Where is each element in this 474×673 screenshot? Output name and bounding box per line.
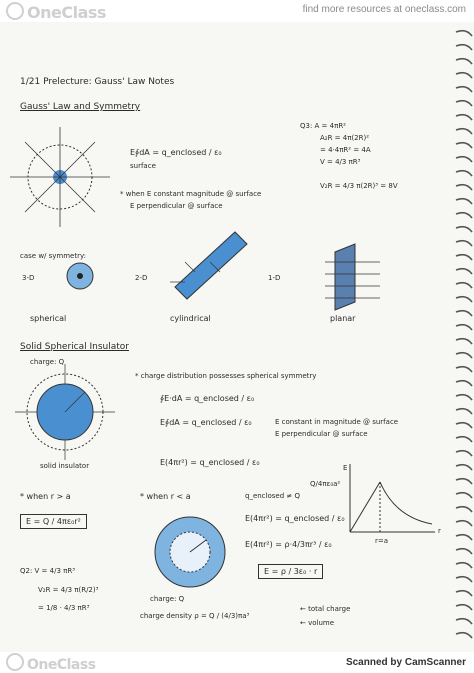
graph-e-label: E: [343, 464, 348, 472]
when-outside: * when r > a: [20, 492, 71, 501]
total-charge-note: ← total charge: [300, 605, 351, 613]
footer-bar: [0, 652, 474, 673]
charge-inside-label: charge: Q: [150, 595, 185, 603]
charge-density-eq: charge density ρ = Q / (4/3)πa³: [140, 612, 250, 620]
when-inside: * when r < a: [140, 492, 191, 501]
inside-sphere-diagram: [140, 507, 240, 597]
label-cylindrical: cylindrical: [170, 314, 211, 323]
q2-volume-result: = 1/8 · 4/3 πR³: [38, 604, 90, 612]
spiral-binding: [452, 22, 474, 652]
graph-a-label: r=a: [375, 537, 389, 545]
surface-label: surface: [130, 162, 156, 170]
oneclass-logo[interactable]: OneClass: [6, 2, 106, 22]
note-constant: E constant in magnitude @ surface: [275, 418, 399, 426]
case-3d: 3-D: [22, 274, 35, 282]
condition-perpendicular: E perpendicular @ surface: [130, 202, 223, 210]
q3-volume-2r: V₂R = 4/3 π(2R)³ = 8V: [320, 182, 398, 190]
section-heading-gauss: Gauss' Law and Symmetry: [20, 102, 141, 112]
q3-area: Q3: A = 4πR²: [300, 122, 346, 130]
page-title: 1/21 Prelecture: Gauss' Law Notes: [20, 77, 175, 87]
q3-volume: V = 4/3 πR³: [320, 158, 361, 166]
notebook-page: [0, 22, 474, 652]
gauss-simplified-eq: E∮dA = q_enclosed / ε₀: [160, 418, 252, 427]
section-heading-insulator: Solid Spherical Insulator: [20, 342, 129, 352]
cylindrical-sketch: [165, 222, 255, 302]
boxed-inside-field: E = ρ / 3ε₀ · r: [258, 564, 323, 579]
label-spherical: spherical: [30, 314, 67, 323]
graph-peak-label: Q/4πε₀a²: [310, 480, 341, 488]
gauss-flux-eq: ∮E·dA = q_enclosed / ε₀: [160, 394, 255, 403]
spherical-sketch: [58, 254, 108, 304]
graph-r-label: r: [438, 527, 441, 535]
boxed-outside-field: E = Q / 4πε₀r²: [20, 514, 87, 529]
resources-link[interactable]: find more resources at oneclass.com: [302, 4, 466, 15]
inside-density-eq: E(4πr²) = ρ·4/3πr³ / ε₀: [245, 540, 332, 549]
condition-constant: * when E constant magnitude @ surface: [120, 190, 262, 198]
label-planar: planar: [330, 314, 356, 323]
note-perpendicular: E perpendicular @ surface: [275, 430, 368, 438]
field-lines-diagram: [10, 122, 110, 232]
q-enclosed-note: q_enclosed ≠ Q: [245, 492, 300, 500]
oneclass-footer-logo[interactable]: OneClass: [6, 653, 96, 673]
q3-area-2r: A₂R = 4π(2R)²: [320, 134, 370, 142]
solid-insulator-label: solid insulator: [40, 462, 90, 470]
solid-sphere-diagram: [10, 362, 120, 462]
q3-area-result: = 4·4πR² = 4A: [320, 146, 371, 154]
field-vs-radius-graph: [340, 462, 440, 537]
q2-volume: Q2: V = 4/3 πR³: [20, 567, 76, 575]
gauss-area-eq: E(4πr²) = q_enclosed / ε₀: [160, 458, 260, 467]
charge-label: charge: Q: [30, 358, 65, 366]
gauss-equation: E∮dA = q_enclosed / ε₀: [130, 148, 222, 157]
case-2d: 2-D: [135, 274, 148, 282]
inside-gauss-eq: E(4πr²) = q_enclosed / ε₀: [245, 514, 345, 523]
distribution-note: * charge distribution possesses spherical symmetry: [135, 372, 317, 380]
cases-heading: case w/ symmetry:: [20, 252, 86, 260]
q2-volume-2r: V₂R = 4/3 π(R/2)³: [38, 586, 99, 594]
volume-note: ← volume: [300, 619, 335, 627]
camscanner-label: Scanned by CamScanner: [345, 657, 466, 668]
case-1d: 1-D: [268, 274, 281, 282]
planar-sketch: [320, 242, 390, 312]
header-bar: [0, 0, 474, 23]
